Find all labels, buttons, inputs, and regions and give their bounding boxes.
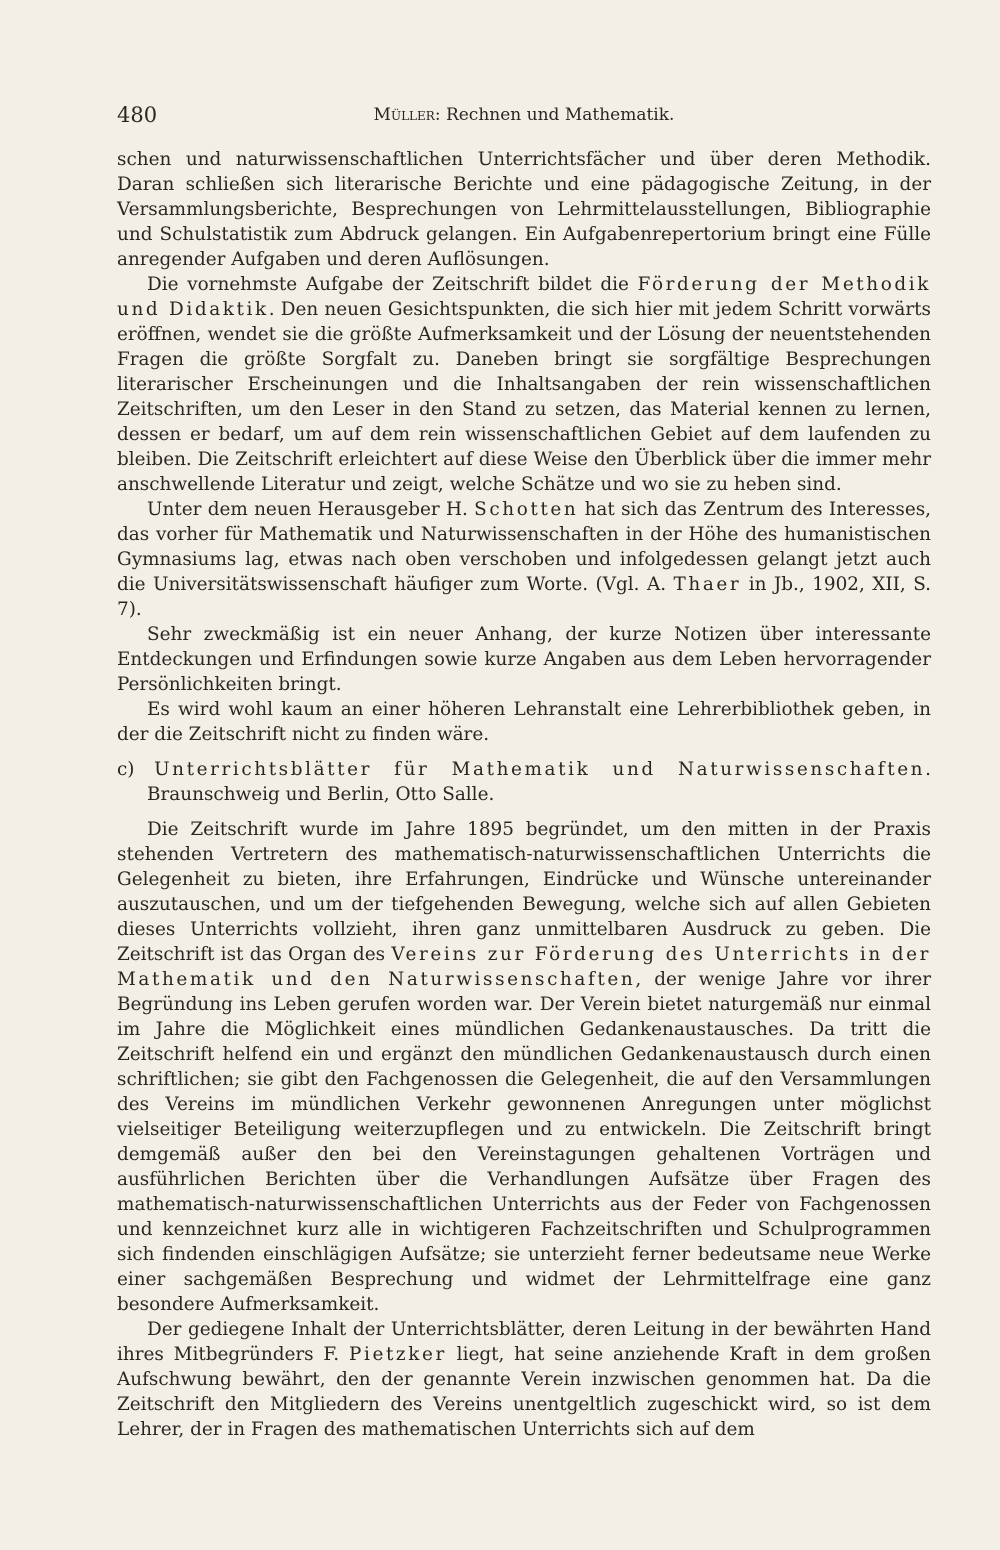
paragraph-lehrerbibliothek: Es wird wohl kaum an einer höheren Lehranstalt eine Lehrerbibliothek geben, in der die Zeitschrift nicht zu finden wäre. (117, 699, 931, 745)
section-title: Unterrichtsblätter für Mathematik und Naturwissenschaften (154, 759, 926, 780)
emphasis-text: Vereins zur Förderung des Unterrichts in der Mathematik und den Naturwissenschaften (117, 944, 931, 990)
name-pietzker: Pietzker (349, 1344, 447, 1365)
paragraph-text: in Jb., 1902, XII, S. 7). (117, 574, 932, 620)
page-number: 480 (117, 103, 158, 127)
paragraph-methodik (117, 272, 931, 497)
page-header (117, 103, 931, 135)
paragraph-anhang: Sehr zweckmäßig ist ein neuer Anhang, der kurze Notizen über interessante Entdeckungen und Erfindungen sowie kurze Angaben aus dem Leben hervorragender Persönlichkeiten bringt. (117, 624, 931, 695)
emphasis-text: Förderung der Methodik und Didaktik (117, 274, 932, 320)
paragraph-herausgeber (117, 497, 931, 622)
section-heading-c (117, 757, 931, 807)
page-body (117, 147, 931, 1442)
paragraph-text: Unter dem neuen Herausgeber H. (147, 499, 475, 520)
paragraph-text: Die Zeitschrift wurde im Jahre 1895 begründet, um den mitten in der Praxis stehenden Vertretern des mathematisch-naturwissenschaftlichen Unterrichts die Gelegenheit zu bieten, ihre Erfahrungen, Eindrücke und Wünsche untereinander auszutauschen, und um der tiefgehenden Bewegung, welche sich auf allen Gebieten dieses Unterrichts vollzieht, ihren ganz unmittelbaren Ausdruck zu geben. Die Zeitschrift ist das Organ des (117, 819, 931, 965)
name-thaer: Thaer (673, 574, 742, 595)
paragraph-continuation: schen und naturwissenschaftlichen Unterrichtsfächer und über deren Methodik. Daran schließen sich literarische Berichte und eine pädagogische Zeitung, in der Versammlungsberichte, Besprechungen von Lehrmittelausstellungen, Bibliographie und Schulstatistik zum Abdruck gelangen. Ein Aufgabenrepertorium bringt eine Fülle anregender Aufgaben und deren Auflösungen. (117, 149, 931, 270)
running-head (117, 105, 931, 125)
paragraph-text: . Den neuen Gesichtspunkten, die sich hier mit jedem Schritt vorwärts eröffnen, wendet sie die größte Aufmerksamkeit und der Lösung der neuentstehenden Fragen die größte Sorgfalt zu. Daneben bringt sie sorgfältige Besprechungen literarischer Erscheinungen und die Inhaltsangaben der rein wissenschaftlichen Zeitschriften, um den Leser in den Stand zu setzen, das Material kennen zu lernen, dessen er bedarf, um auf dem rein wissenschaftlichen Gebiet auf dem laufenden zu bleiben. Die Zeitschrift erleichtert auf diese Weise den Überblick über die immer mehr anschwellende Literatur und zeigt, welche Schätze und wo sie zu heben sind. (117, 299, 931, 495)
paragraph-text: , der wenige Jahre vor ihrer Begründung ins Leben gerufen worden war. Der Verein bietet naturgemäß nur einmal im Jahre die Möglichkeit eines mündlichen Gedankenaustausches. Da tritt die Zeitschrift helfend ein und ergänzt den mündlichen Gedankenaustausch durch einen schriftlichen; sie gibt den Fachgenossen die Gelegenheit, die auf den Versammlungen des Vereins im mündlichen Verkehr gewonnenen Anregungen unter möglichst vielseitiger Beteiligung weiterzupflegen und zu entwickeln. Die Zeitschrift bringt demgemäß außer den bei den Vereinstagungen gehaltenen Vorträgen und ausführlichen Berichten über die Verhandlungen Aufsätze über Fragen des mathematisch-naturwissenschaftlichen Unterrichts aus der Feder von Fachgenossen und kennzeichnet kurz alle in wichtigeren Fachzeitschriften und Schulprogrammen sich findenden einschlägigen Aufsätze; sie unterzieht ferner bedeutsame neue Werke einer sachgemäßen Besprechung und widmet der Lehrmittelfrage eine ganz besondere Aufmerksamkeit. (117, 969, 931, 1315)
paragraph-gruendung (117, 817, 931, 1317)
paragraph-text: liegt, hat seine anziehende Kraft in dem großen Aufschwung bewährt, den der genannte Verein inzwischen genommen hat. Da die Zeitschrift den Mitgliedern des Vereins unentgeltlich zugeschickt wird, so ist dem Lehrer, der in Fragen des mathematischen Unterrichts sich auf dem (117, 1344, 931, 1440)
paragraph-text: Der gediegene Inhalt der Unterrichtsblätter, deren Leitung in der bewährten Hand ihres Mitbegründers F. (117, 1319, 931, 1365)
name-schotten: Schotten (474, 499, 579, 520)
paragraph-text: Die vornehmste Aufgabe der Zeitschrift bildet die (147, 274, 638, 295)
paragraph-pietzker (117, 1317, 931, 1442)
paragraph-text: hat sich das Zentrum des Interesses, das vorher für Mathematik und Naturwissenschaften in der Höhe des humanistischen Gymnasiums lag, etwas nach oben verschoben und infolgedessen gelangt jetzt auch die Universitätswissenschaft häufiger zum Worte. (Vgl. A. (117, 499, 931, 595)
running-head-title: : Rechnen und Mathematik. (434, 105, 675, 125)
running-head-author: Müller (373, 105, 435, 125)
section-label: c) (117, 759, 155, 780)
section-publisher: . Braunschweig und Berlin, Otto Salle. (147, 759, 931, 805)
